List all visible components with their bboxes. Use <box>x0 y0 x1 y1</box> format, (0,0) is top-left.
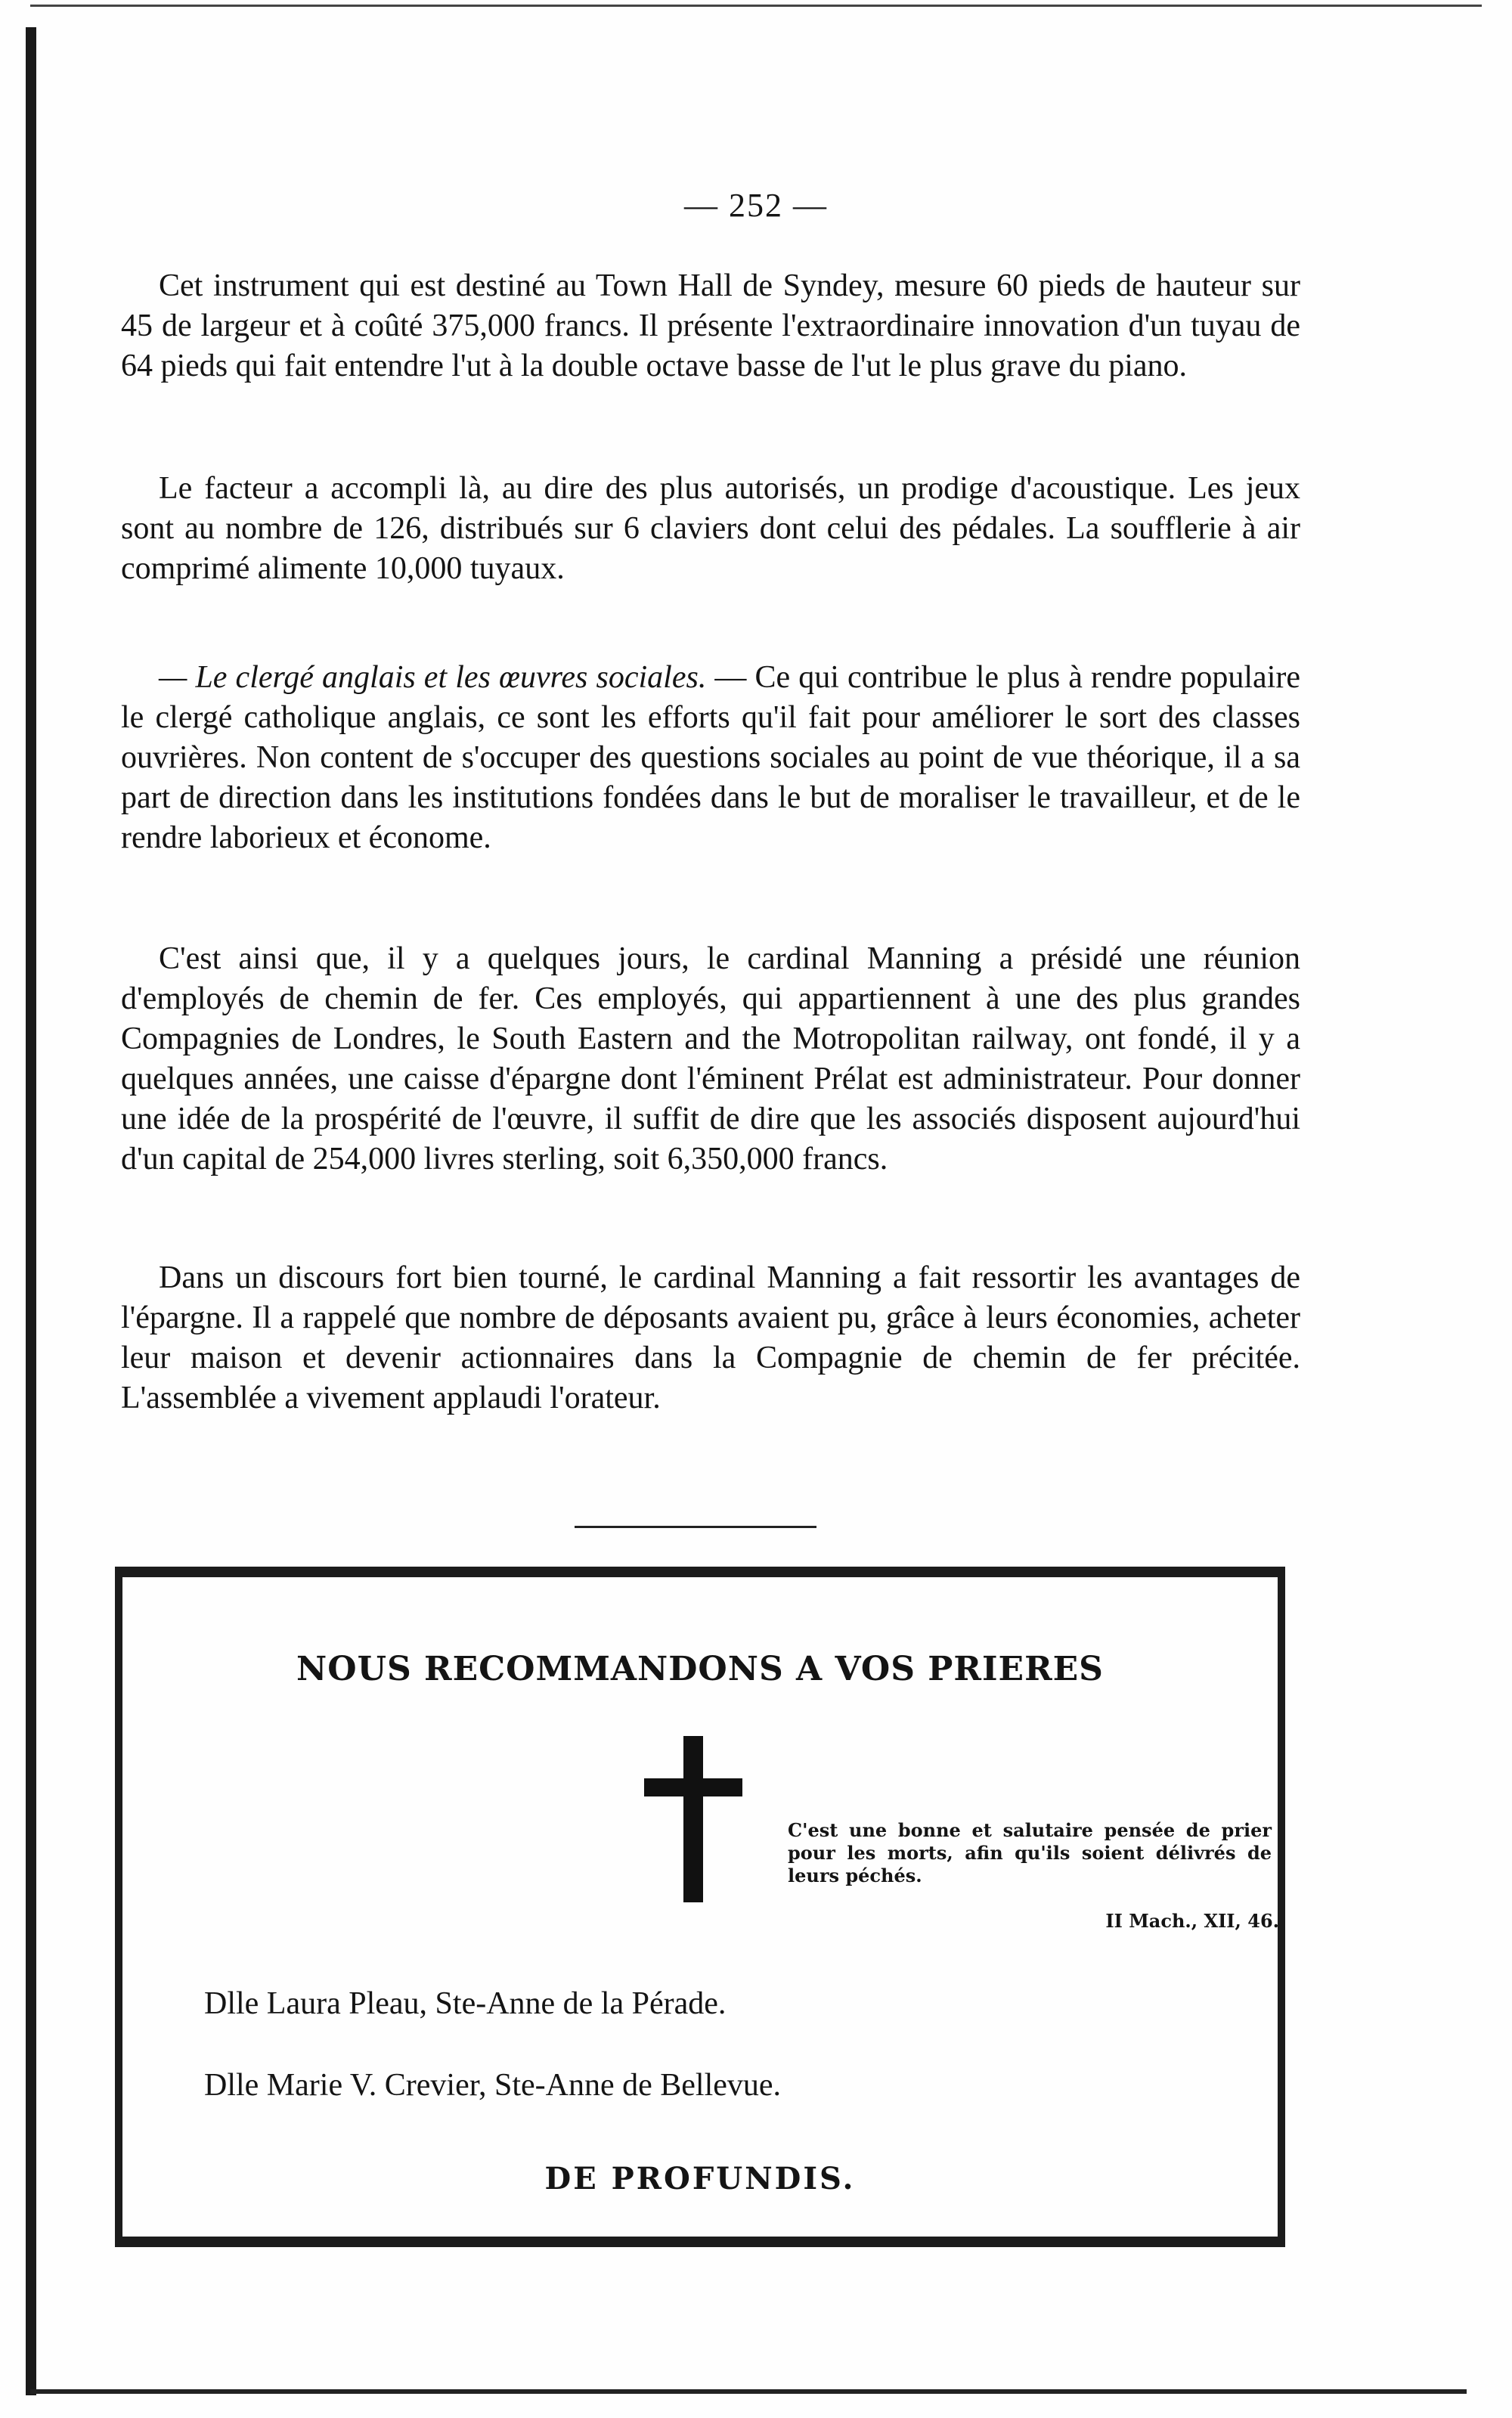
deceased-name-1: Dlle Laura Pleau, Ste-Anne de la Pérade. <box>204 1986 727 2021</box>
paragraph-clergy <box>121 658 1300 858</box>
paragraph-manning-text: C'est ainsi que, il y a quelques jours, le cardinal Manning a présidé une réunion d'employés de chemin de fer. Ces employés, qui appartiennent à une des plus grandes Compagnies de Londres, le South Eastern and the Motropolitan railway, ont fondé, il y a quelques années, une caisse d'épargne dont l'éminent Prélat est administrateur. Pour donner une idée de la prospérité de l'œuvre, il suffit de dire que les associés disposent aujourd'hui d'un capital de 254,000 livres sterling, soit 6,350,000 francs. <box>121 941 1300 1176</box>
closing-de-profundis: DE PROFUNDIS. <box>544 2161 856 2196</box>
scripture-reference: II Mach., XII, 46. <box>1105 1910 1279 1932</box>
section-divider <box>575 1526 816 1528</box>
notice-heading: NOUS RECOMMANDONS A VOS PRIERES <box>296 1650 1104 1688</box>
paragraph-speech-text: Dans un discours fort bien tourné, le cardinal Manning a fait ressortir les avantages de l'épargne. Il a rappelé que nombre de déposants avaient pu, grâce à leurs économies, acheter leur maison et devenir actionnaires dans la Compagnie de chemin de fer précitée. L'assemblée a vivement applaudi l'orateur. <box>121 1260 1300 1415</box>
scripture-quote: C'est une bonne et salutaire pensée de prier pour les morts, afin qu'ils soient délivrés de leurs péchés. <box>788 1819 1272 1886</box>
top-rule <box>30 5 1482 7</box>
paragraph-speech <box>121 1258 1300 1418</box>
prayer-notice-box <box>115 1567 1285 2247</box>
paragraph-manning <box>121 939 1300 1180</box>
cross-horizontal-bar <box>644 1778 742 1796</box>
binding-edge <box>26 27 36 2395</box>
cross-vertical-bar <box>683 1736 703 1902</box>
paragraph-acoustic-text: Le facteur a accompli là, au dire des plus autorisés, un prodige d'acoustique. Les jeux sont au nombre de 126, distribués sur 6 claviers dont celui des pédales. La soufflerie à air comprimé alimente 10,000 tuyaux. <box>121 471 1300 586</box>
paragraph-acoustic <box>121 469 1300 589</box>
cross-icon <box>644 1736 742 1902</box>
bottom-rule <box>30 2389 1467 2394</box>
paragraph-organ-text: Cet instrument qui est destiné au Town Hall de Syndey, mesure 60 pieds de hauteur sur 45 de largeur et à coûté 375,000 francs. Il présente l'extraordinaire innovation d'un tuyau de 64 pieds qui fait entendre l'ut à la double octave basse de l'ut le plus grave du piano. <box>121 268 1300 383</box>
paragraph-clergy-text <box>121 658 1300 858</box>
section-title-clergy: — Le clergé anglais et les œuvres sociales. <box>159 660 707 695</box>
deceased-name-2: Dlle Marie V. Crevier, Ste-Anne de Bellevue. <box>204 2068 782 2103</box>
paragraph-organ <box>121 266 1300 386</box>
page-number: — 252 — <box>684 187 828 224</box>
paragraph-clergy-body: — Ce qui contribue le plus à rendre populaire le clergé catholique anglais, ce sont les efforts qu'il fait pour améliorer le sort des classes ouvrières. Non content de s'occuper des questions sociales au point de vue théorique, il a sa part de direction dans les institutions fondées dans le but de moraliser le travailleur, et de le rendre laborieux et économe. <box>121 660 1300 855</box>
